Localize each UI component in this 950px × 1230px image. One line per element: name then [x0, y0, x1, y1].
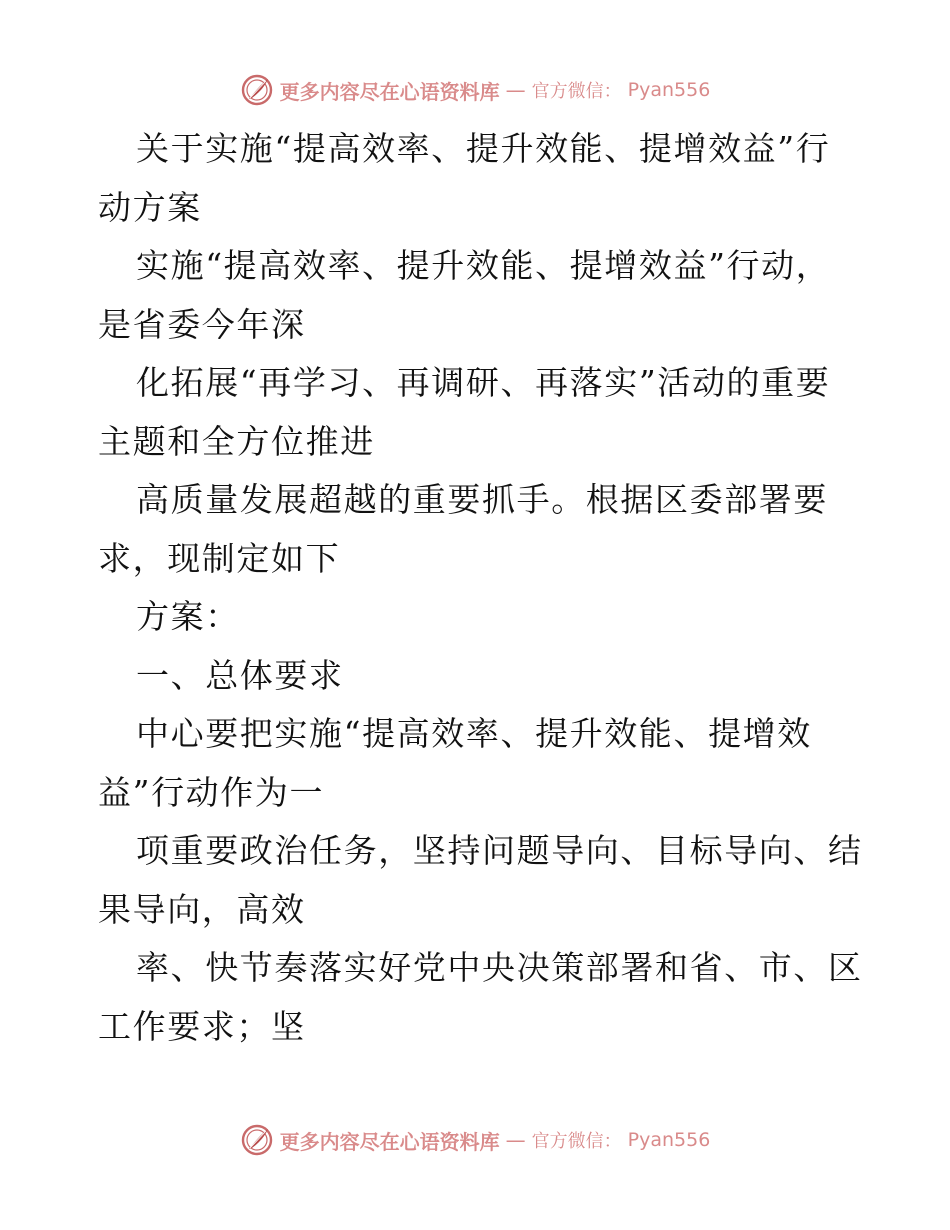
document-body — [98, 120, 868, 1056]
watermark-wechat-id: Pyan556 — [627, 1129, 711, 1151]
text-line: 高质量发展超越的重要抓手。根据区委部署要 — [136, 480, 828, 519]
text-line: 化拓展“再学习、再调研、再落实”活动的重要 — [136, 363, 831, 402]
text-line: 一、总体要求 — [136, 655, 344, 695]
watermark-text: 更多内容尽在心语资料库 — [279, 1129, 500, 1154]
watermark-separator: — — [505, 1128, 526, 1152]
text-line: 果导向，高效 — [98, 889, 306, 929]
text-line: 率、快节奏落实好党中央决策部署和省、市、区 — [136, 948, 863, 987]
text-line: 关于实施“提高效率、提升效能、提增效益”行 — [136, 129, 831, 168]
text-line: 益”行动作为一 — [98, 772, 325, 812]
text-line: 动方案 — [98, 187, 202, 227]
text-line: 中心要把实施“提高效率、提升效能、提增效 — [136, 714, 812, 753]
feather-seal-icon — [240, 1123, 274, 1157]
watermark-wechat-label: 官方微信： — [531, 81, 622, 102]
footer-watermark — [0, 1120, 950, 1160]
text-line: 实施“提高效率、提升效能、提增效益”行动， — [136, 246, 831, 285]
watermark-wechat-label: 官方微信： — [531, 1131, 622, 1152]
watermark-wechat-id: Pyan556 — [627, 79, 711, 101]
text-line: 项重要政治任务，坚持问题导向、目标导向、结 — [136, 831, 863, 870]
text-line: 主题和全方位推进 — [98, 421, 375, 461]
text-line: 是省委今年深 — [98, 304, 306, 344]
feather-seal-icon — [240, 73, 274, 107]
header-watermark — [0, 70, 950, 110]
text-line: 方案： — [136, 597, 240, 636]
watermark-text: 更多内容尽在心语资料库 — [279, 79, 500, 104]
text-line: 工作要求；坚 — [98, 1006, 306, 1046]
watermark-separator: — — [505, 78, 526, 102]
text-line: 求，现制定如下 — [98, 538, 341, 578]
